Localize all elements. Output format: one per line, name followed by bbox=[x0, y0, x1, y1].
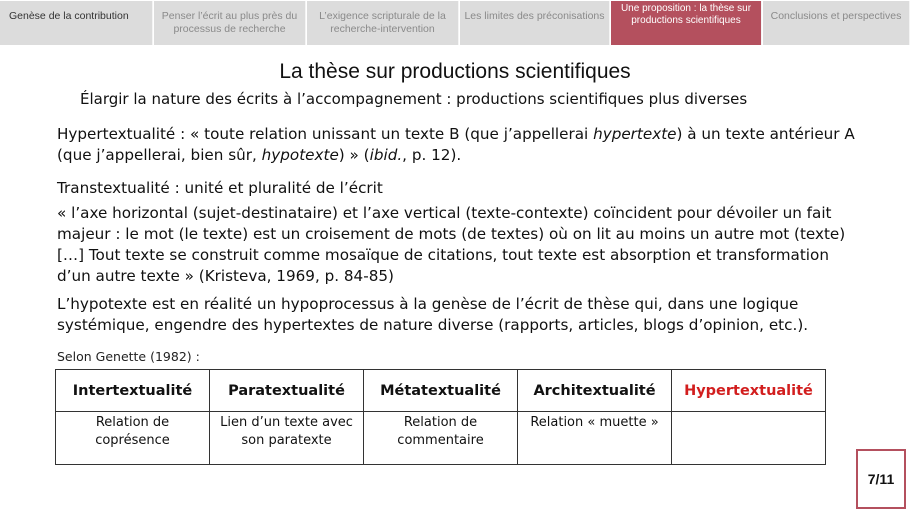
transtextualite-heading: Transtextualité : unité et pluralité de l’écrit bbox=[57, 179, 383, 197]
table-row bbox=[56, 412, 826, 465]
hypertext-mid: ) à un texte antérieur A (que j’appellerai, bien sûr, bbox=[57, 125, 855, 164]
hypotexte-paragraph: L’hypotexte est en réalité un hypoprocessus à la genèse de l’écrit de thèse qui, dans une logique systémique, engendre des hypertextes de nature diverse (rapports, articles, blogs d’opinion, etc.). bbox=[57, 295, 809, 334]
hypertext-em-hypertexte: hypertexte bbox=[593, 125, 677, 143]
kristeva-quote: « l’axe horizontal (sujet-destinataire) et l’axe vertical (texte-contexte) coïncident pour dévoiler un fait majeur : le mot (le texte) est un croisement de mots (de textes) où on lit au moins un autre mot (texte) […] Tout texte se construit comme mosaïque de citations, tout texte est absorption et transformation d’un autre texte » (Kristeva, 1969, p. 84-85) bbox=[57, 204, 846, 285]
cell-metatextualite: Relation de commentaire bbox=[364, 412, 518, 465]
cell-architextualite: Relation « muette » bbox=[518, 412, 672, 465]
genette-table bbox=[55, 369, 826, 465]
cell-intertextualite: Relation de coprésence bbox=[56, 412, 210, 465]
slide-title: La thèse sur productions scientifiques bbox=[279, 60, 631, 83]
tab-penser-ecrit[interactable]: Penser l’écrit au plus près du processus de recherche bbox=[154, 1, 306, 45]
tab-conclusions[interactable]: Conclusions et perspectives bbox=[763, 1, 910, 45]
tab-genese[interactable]: Genèse de la contribution bbox=[0, 1, 153, 45]
hypertext-end1: ) » ( bbox=[338, 146, 370, 164]
hypertext-em-hypotexte: hypotexte bbox=[261, 146, 339, 164]
page-number: 7/11 bbox=[856, 449, 906, 509]
section-navigation bbox=[0, 0, 910, 46]
header-metatextualite: Métatextualité bbox=[364, 370, 518, 412]
table-header-row bbox=[56, 370, 826, 412]
hypertext-end2: , p. 12). bbox=[402, 146, 462, 164]
cell-hypertextualite bbox=[672, 412, 826, 465]
tab-exigence-scripturale[interactable]: L’exigence scripturale de la recherche-intervention bbox=[307, 1, 459, 45]
hypertextualite-definition bbox=[57, 124, 867, 166]
genette-label: Selon Genette (1982) : bbox=[57, 349, 200, 364]
slide-subtitle: Élargir la nature des écrits à l’accompagnement : productions scientifiques plus diverses bbox=[80, 90, 748, 108]
header-paratextualite: Paratextualité bbox=[210, 370, 364, 412]
tab-proposition-active[interactable]: Une proposition : la thèse sur productions scientifiques bbox=[611, 1, 762, 45]
header-architextualite: Architextualité bbox=[518, 370, 672, 412]
cell-paratextualite: Lien d’un texte avec son paratexte bbox=[210, 412, 364, 465]
tab-limites-preconisations[interactable]: Les limites des préconisations bbox=[460, 1, 610, 45]
hypertext-lead: Hypertextualité : « toute relation unissant un texte B (que j’appellerai bbox=[57, 125, 594, 143]
hypertext-em-ibid: ibid. bbox=[369, 146, 403, 164]
header-hypertextualite: Hypertextualité bbox=[672, 370, 826, 412]
header-intertextualite: Intertextualité bbox=[56, 370, 210, 412]
